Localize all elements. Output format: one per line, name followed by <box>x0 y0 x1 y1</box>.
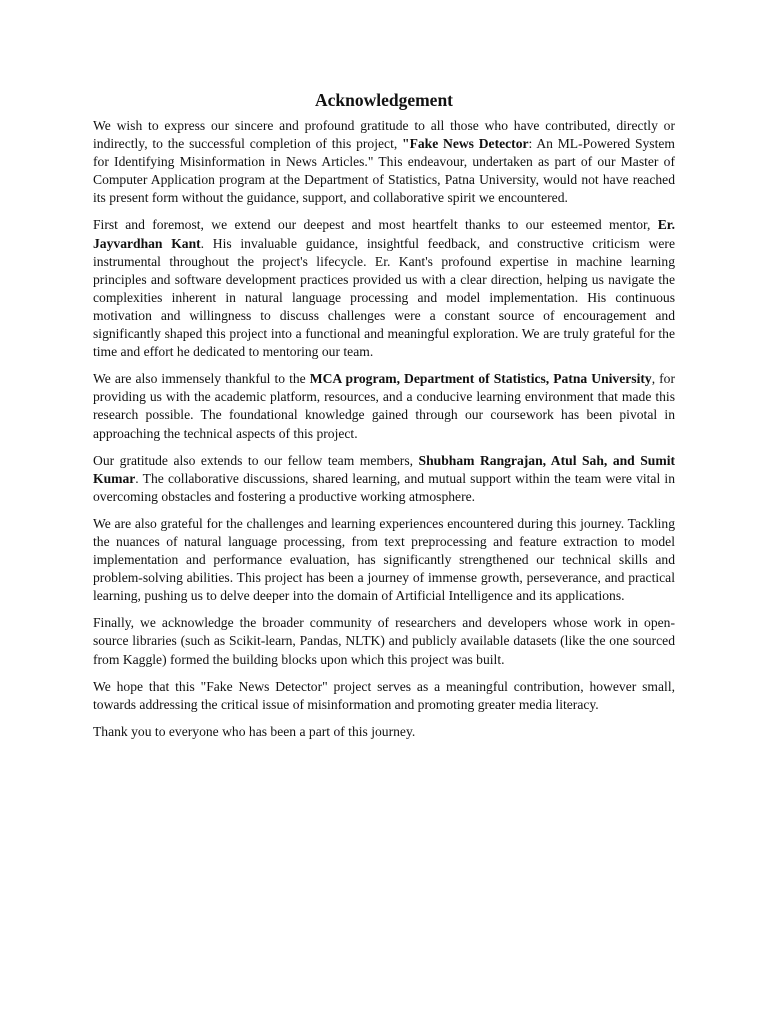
text-segment: . The collaborative discussions, shared learning, and mutual support within the team were vital in overcoming obstacles and fostering a productive working atmosphere. <box>93 470 675 504</box>
text-segment: Finally, we acknowledge the broader community of researchers and developers whose work in open-source libraries (such as Scikit-learn, Pandas, NLTK) and publicly available datasets (like the one sourced from Kaggle) formed the building blocks upon which this project was built. <box>93 615 675 667</box>
text-segment: : An ML-Powered System for Identifying Misinformation in News Articles." This endeavour, undertaken as part of our Master of Computer Application program at the Department of Statistics, Patna University, would not have reached its present form without the guidance, support, and collaborative spirit we encountered. <box>93 136 675 206</box>
document-page <box>93 88 675 750</box>
paragraph-team <box>93 452 675 506</box>
paragraph-hope <box>93 678 675 714</box>
text-segment: Thank you to everyone who has been a part of this journey. <box>93 723 416 739</box>
text-segment: . His invaluable guidance, insightful feedback, and constructive criticism were instrumental throughout the project's lifecycle. Er. Kant's profound expertise in machine learning principles and software development practices provided us with a clear direction, helping us navigate the complexities inherent in natural language processing and model implementation. His continuous motivation and willingness to discuss challenges were a constant source of encouragement and significantly shaped this project into a functional and meaningful exploration. We are truly grateful for the time and effort he dedicated to mentoring our team. <box>93 235 675 360</box>
department-name-bold: MCA program, Department of Statistics, Patna University <box>309 371 652 387</box>
mentor-name-bold: Er. Jayvardhan Kant <box>93 217 675 251</box>
paragraph-department <box>93 370 675 442</box>
text-segment: We are also grateful for the challenges and learning experiences encountered during this journey. Tackling the nuances of natural language processing, from text preprocessing and feature extraction to model implementation and performance evaluation, has significantly strengthened our technical skills and problem-solving abilities. This project has been a journey of immense growth, perseverance, and practical learning, pushing us to delve deeper into the domain of Artificial Intelligence and its applications. <box>93 515 675 604</box>
project-title-bold: "Fake News Detector <box>402 136 529 152</box>
text-segment: We hope that this "Fake News Detector" project serves as a meaningful contribution, however small, towards addressing the critical issue of misinformation and promoting greater media literacy. <box>93 678 675 712</box>
paragraph-thanks <box>93 723 675 741</box>
text-segment: We wish to express our sincere and profound gratitude to all those who have contributed, directly or indirectly, to the successful completion of this project, <box>93 118 675 152</box>
paragraph-challenges <box>93 515 675 605</box>
text-segment: Our gratitude also extends to our fellow team members, <box>93 452 419 468</box>
team-members-bold: Shubham Rangrajan, Atul Sah, and Sumit Kumar <box>93 452 675 486</box>
paragraph-mentor <box>93 216 675 361</box>
text-segment: First and foremost, we extend our deepest and most heartfelt thanks to our esteemed mentor, <box>93 217 658 233</box>
text-segment: , for providing us with the academic platform, resources, and a conducive learning environment that made this research possible. The foundational knowledge gained through our coursework has been pivotal in approaching the technical aspects of this project. <box>93 371 675 441</box>
page-title: Acknowledgement <box>314 90 454 110</box>
paragraph-community <box>93 614 675 668</box>
paragraph-gratitude-intro <box>93 117 675 207</box>
text-segment: We are also immensely thankful to the <box>93 371 310 387</box>
